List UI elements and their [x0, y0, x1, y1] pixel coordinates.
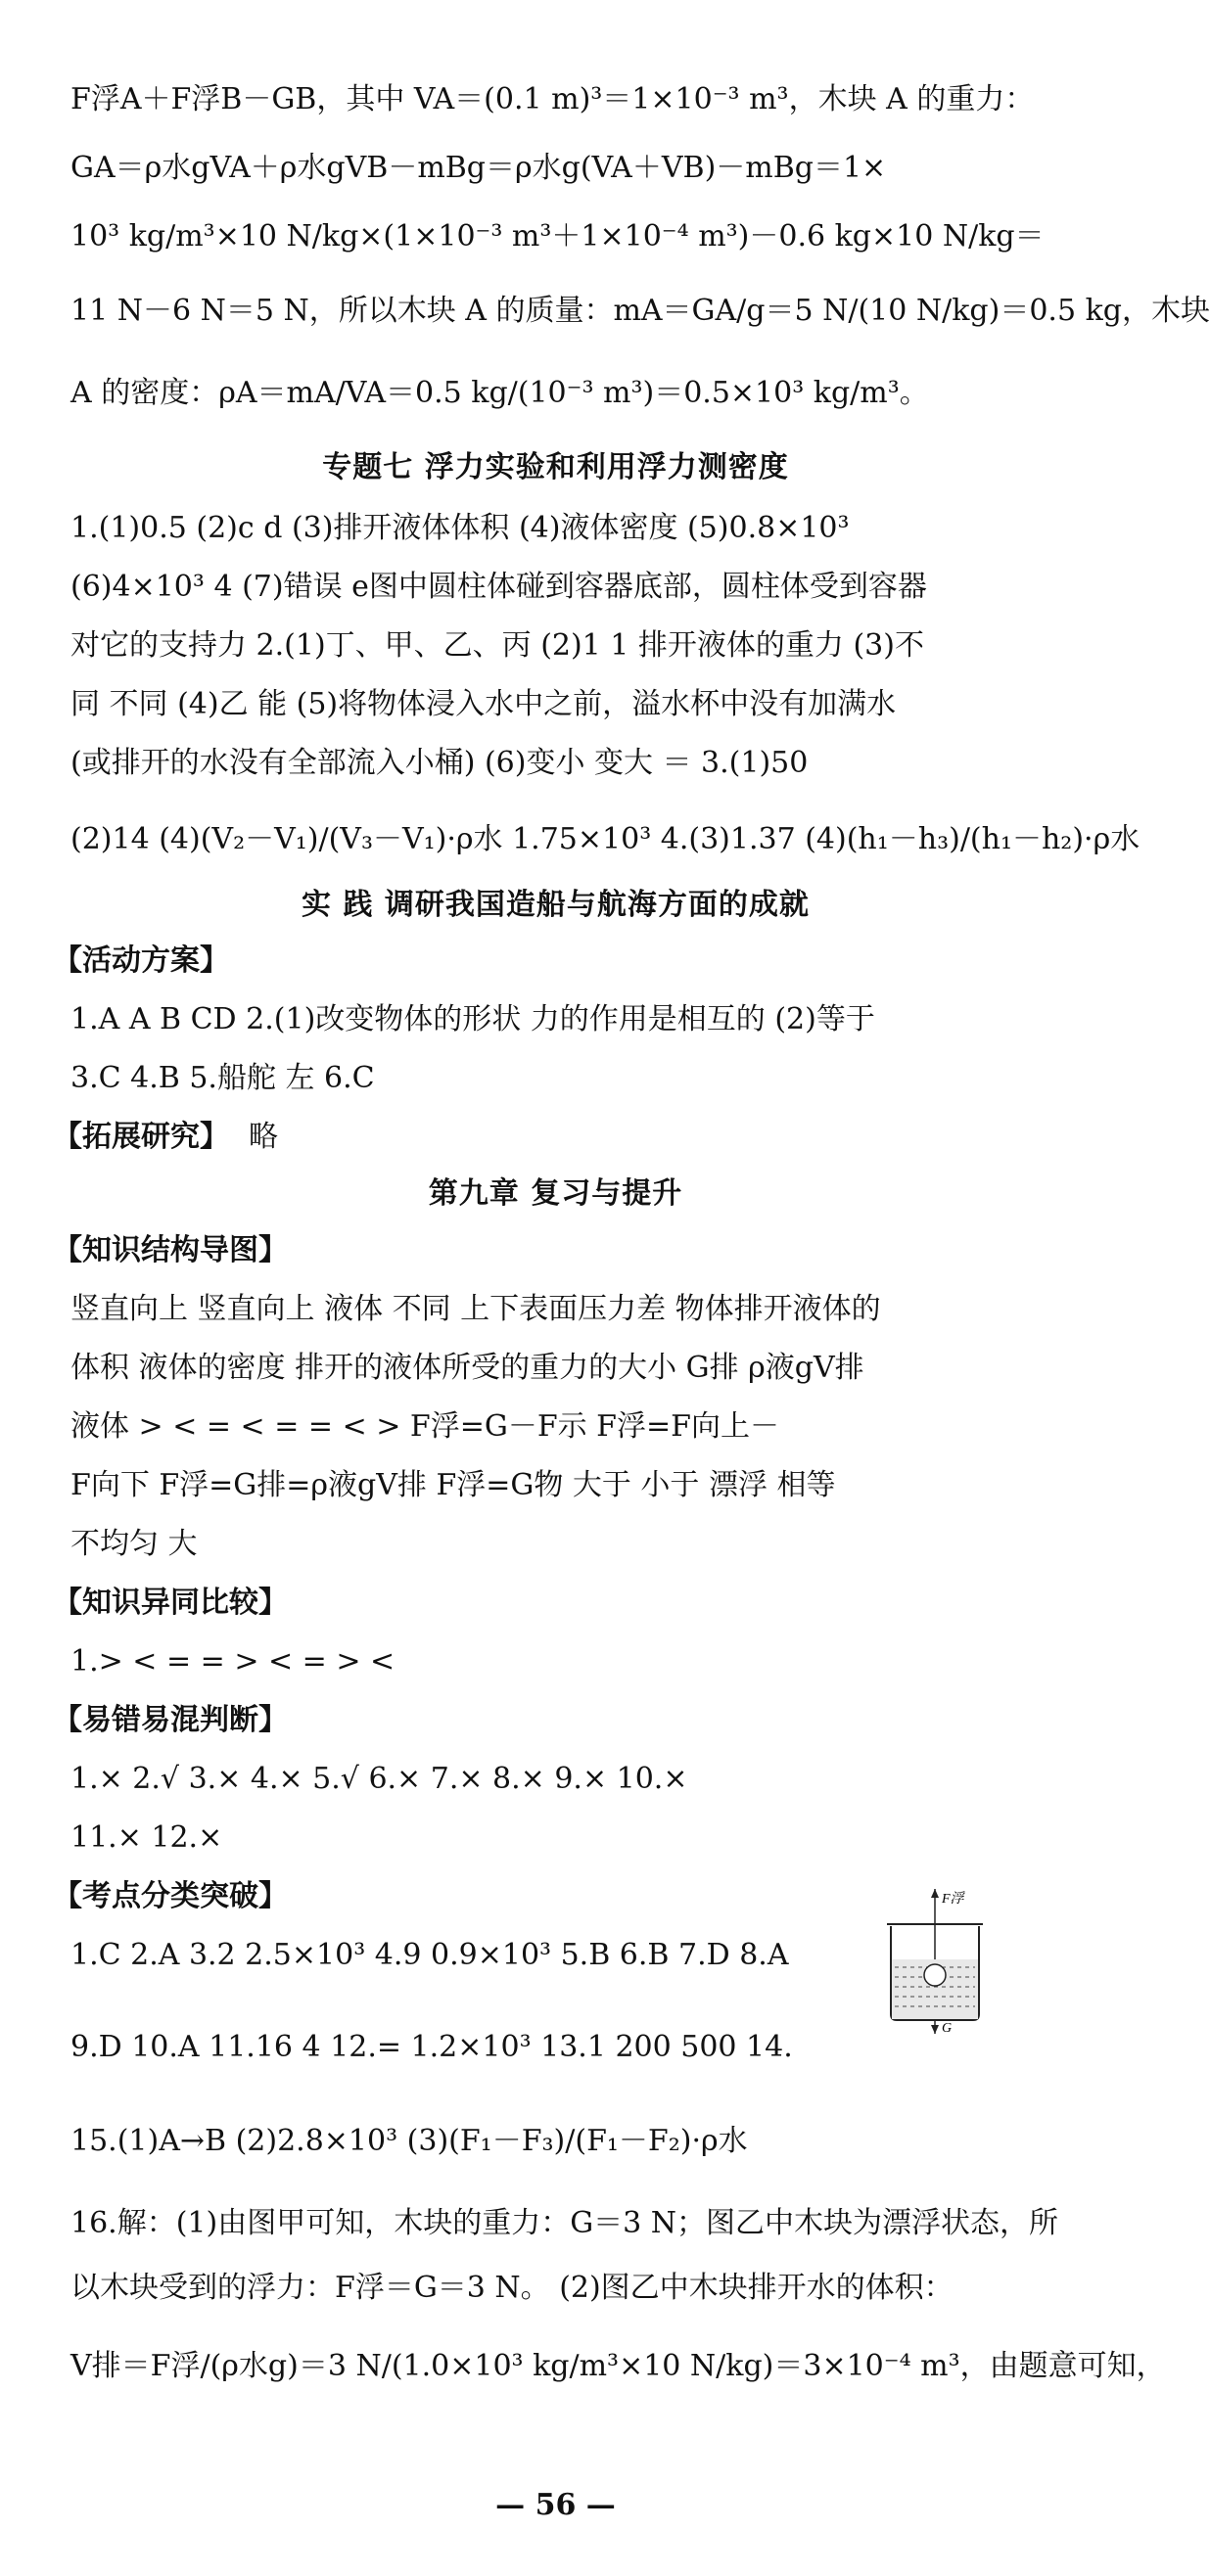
buoyancy-diagram	[881, 1889, 989, 2036]
text-line: 16.解：(1)由图甲可知，木块的重力：G＝3 N；图乙中木块为漂浮状态，所	[70, 2206, 1059, 2240]
section-label: 【考点分类突破】	[53, 1879, 288, 1913]
text-line: 1.(1)0.5 (2)c d (3)排开液体体积 (4)液体密度 (5)0.8×10³	[70, 511, 850, 545]
text-line: 略	[249, 1120, 278, 1154]
section-label: 【拓展研究】	[53, 1120, 229, 1154]
topic-heading: 专题七 浮力实验和利用浮力测密度	[322, 450, 789, 484]
buoyancy-label: F浮	[942, 1892, 964, 1907]
section-label: 【易错易混判断】	[53, 1703, 288, 1737]
text-line: 15.(1)A→B (2)2.8×10³ (3)(F₁－F₃)/(F₁－F₂)·ρ水	[70, 2124, 748, 2158]
text-line: 1.C 2.A 3.2 2.5×10³ 4.9 0.9×10³ 5.B 6.B 7.D 8.A	[70, 1938, 789, 1972]
text-line: F向下 F浮=G排=ρ液gV排 F浮=G物 大于 小于 漂浮 相等	[70, 1468, 836, 1502]
text-line: 同 不同 (4)乙 能 (5)将物体浸入水中之前，溢水杯中没有加满水	[70, 687, 897, 721]
text-line: GA＝ρ水gVA＋ρ水gVB－mBg＝ρ水g(VA＋VB)－mBg＝1×	[70, 151, 887, 185]
text-line: 10³ kg/m³×10 N/kg×(1×10⁻³ m³＋1×10⁻⁴ m³)－0.6 kg×10 N/kg＝	[70, 219, 1045, 253]
text-line: 不均匀 大	[70, 1527, 198, 1561]
text-line: F浮A＋F浮B－GB，其中 VA＝(0.1 m)³＝1×10⁻³ m³，木块 A 的重力：	[70, 82, 1035, 116]
chapter-heading: 第九章 复习与提升	[428, 1176, 683, 1211]
section-label: 【知识异同比较】	[53, 1586, 288, 1620]
gravity-label: G	[942, 2021, 953, 2036]
text-line: (或排开的水没有全部流入小桶) (6)变小 变大 ＝ 3.(1)50	[70, 746, 809, 780]
text-line: 9.D 10.A 11.16 4 12.= 1.2×10³ 13.1 200 500 14.	[70, 2030, 793, 2064]
text-line: 体积 液体的密度 排开的液体所受的重力的大小 G排 ρ液gV排	[70, 1351, 864, 1385]
text-line: V排＝F浮/(ρ水g)＝3 N/(1.0×10³ kg/m³×10 N/kg)＝3×10⁻⁴ m³，由题意可知，	[70, 2349, 1166, 2383]
text-line: 1.> < = = > < = > <	[70, 1644, 396, 1679]
section-label: 【知识结构导图】	[53, 1233, 288, 1267]
text-line: (6)4×10³ 4 (7)错误 e图中圆柱体碰到容器底部，圆柱体受到容器	[70, 570, 927, 604]
text-line: 1.A A B CD 2.(1)改变物体的形状 力的作用是相互的 (2)等于	[70, 1002, 875, 1036]
text-line: 3.C 4.B 5.船舵 左 6.C	[70, 1061, 375, 1095]
practice-heading: 实 践 调研我国造船与航海方面的成就	[302, 888, 810, 922]
text-line: 11 N－6 N＝5 N，所以木块 A 的质量：mA＝GA/g＝5 N/(10 N/kg)＝0.5 kg，木块	[70, 294, 1210, 328]
section-label: 【活动方案】	[53, 943, 229, 978]
text-line: 液体 > < = < = = < > F浮=G－F示 F浮=F向上－	[70, 1409, 779, 1444]
text-line: 竖直向上 竖直向上 液体 不同 上下表面压力差 物体排开液体的	[70, 1292, 881, 1326]
text-line: 对它的支持力 2.(1)丁、甲、乙、丙 (2)1 1 排开液体的重力 (3)不	[70, 628, 924, 663]
text-line: 以木块受到的浮力：F浮＝G＝3 N。 (2)图乙中木块排开水的体积：	[70, 2271, 954, 2305]
text-line: 1.× 2.√ 3.× 4.× 5.√ 6.× 7.× 8.× 9.× 10.×	[70, 1762, 688, 1796]
text-line: (2)14 (4)(V₂－V₁)/(V₃－V₁)·ρ水 1.75×10³ 4.(3)1.37 (4)(h₁－h₃)/(h₁－h₂)·ρ水	[70, 822, 1140, 856]
page-number: — 56 —	[495, 2488, 616, 2522]
text-line: A 的密度：ρA＝mA/VA＝0.5 kg/(10⁻³ m³)＝0.5×10³ kg/m³。	[70, 376, 929, 410]
text-line: 11.× 12.×	[70, 1820, 223, 1855]
